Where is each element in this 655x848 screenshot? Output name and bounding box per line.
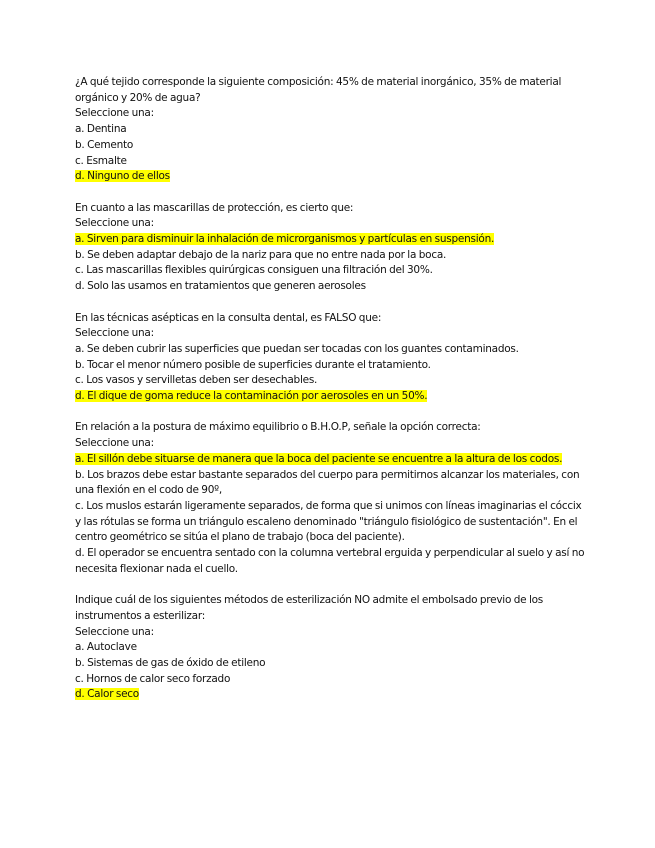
option-d: [75, 169, 585, 185]
option-text: a. Dentina: [75, 123, 127, 136]
option-text: c. Los vasos y servilletas deben ser desechables.: [75, 374, 318, 387]
option-c: [75, 154, 585, 170]
option-a: [75, 452, 585, 468]
question-5: [75, 593, 585, 703]
option-text: b. Cemento: [75, 138, 134, 151]
option-d: [75, 279, 585, 295]
option-text: b. Se deben adaptar debajo de la nariz para que no entre nada por la boca.: [75, 248, 447, 261]
question-4: [75, 420, 585, 577]
option-d: [75, 687, 585, 703]
option-b: [75, 138, 585, 154]
document-page: [75, 75, 585, 719]
question-2: [75, 201, 585, 295]
option-a: [75, 232, 585, 248]
option-b: [75, 358, 585, 374]
option-text: b. Los brazos debe estar bastante separados del cuerpo para permitirnos alcanzar los materiales, con una flexión en el codo de 90º,: [75, 468, 580, 497]
question-stem: Indique cuál de los siguientes métodos de esterilización NO admite el embolsado previo de los instrumentos a esterilizar:: [75, 594, 544, 622]
question-stem: ¿A qué tejido corresponde la siguiente composición: 45% de material inorgánico, 35% de material orgánico y 20% de agua?: [75, 76, 562, 104]
question-prompt: Seleccione una:: [75, 107, 154, 120]
option-text: c. Hornos de calor seco forzado: [75, 672, 231, 685]
option-text: c. Las mascarillas flexibles quirúrgicas consiguen una filtración del 30%.: [75, 264, 433, 277]
option-c: [75, 263, 585, 279]
option-text: b. Tocar el menor número posible de superficies durante el tratamiento.: [75, 358, 431, 371]
option-text: d. El operador se encuentra sentado con la columna vertebral erguida y perpendicular al suelo y así no necesita flexionar nada el cuello.: [75, 547, 585, 575]
highlighted-answer: d. Calor seco: [75, 688, 139, 701]
option-a: [75, 640, 585, 656]
option-text: c. Los muslos estarán ligeramente separados, de forma que si unimos con líneas imaginarias el cóccix y las rótulas se forma un triángulo escaleno denominado "triángulo fisiológico de sustentación". En el centro geométrico se sitúa el plano de trabajo (boca del paciente).: [75, 499, 582, 544]
question-1: [75, 75, 585, 185]
question-prompt: Seleccione una:: [75, 217, 154, 230]
option-b: [75, 656, 585, 672]
option-text: b. Sistemas de gas de óxido de etileno: [75, 656, 266, 669]
highlighted-answer: a. El sillón debe situarse de manera que la boca del paciente se encuentre a la altura de los codos.: [75, 452, 563, 465]
highlighted-answer: d. El dique de goma reduce la contaminación por aerosoles en un 50%.: [75, 390, 428, 403]
question-prompt: Seleccione una:: [75, 327, 154, 340]
option-c: [75, 373, 585, 389]
question-stem: En relación a la postura de máximo equilibrio o B.H.O.P, señale la opción correcta:: [75, 421, 481, 434]
option-d: [75, 546, 585, 577]
question-prompt: Seleccione una:: [75, 625, 154, 638]
question-stem: En cuanto a las mascarillas de protección, es cierto que:: [75, 201, 354, 214]
question-stem: En las técnicas asépticas en la consulta dental, es FALSO que:: [75, 311, 382, 324]
option-c: [75, 672, 585, 688]
option-a: [75, 342, 585, 358]
option-text: d. Solo las usamos en tratamientos que generen aerosoles: [75, 280, 366, 293]
option-c: [75, 499, 585, 546]
option-b: [75, 468, 585, 499]
option-text: a. Autoclave: [75, 641, 137, 654]
option-text: a. Se deben cubrir las superficies que puedan ser tocadas con los guantes contaminados.: [75, 342, 519, 355]
option-text: c. Esmalte: [75, 154, 127, 167]
option-a: [75, 122, 585, 138]
question-prompt: Seleccione una:: [75, 437, 154, 450]
highlighted-answer: d. Ninguno de ellos: [75, 170, 170, 183]
option-b: [75, 248, 585, 264]
option-d: [75, 389, 585, 405]
question-3: [75, 311, 585, 405]
highlighted-answer: a. Sirven para disminuir la inhalación de microrganismos y partículas en suspensión.: [75, 233, 495, 246]
